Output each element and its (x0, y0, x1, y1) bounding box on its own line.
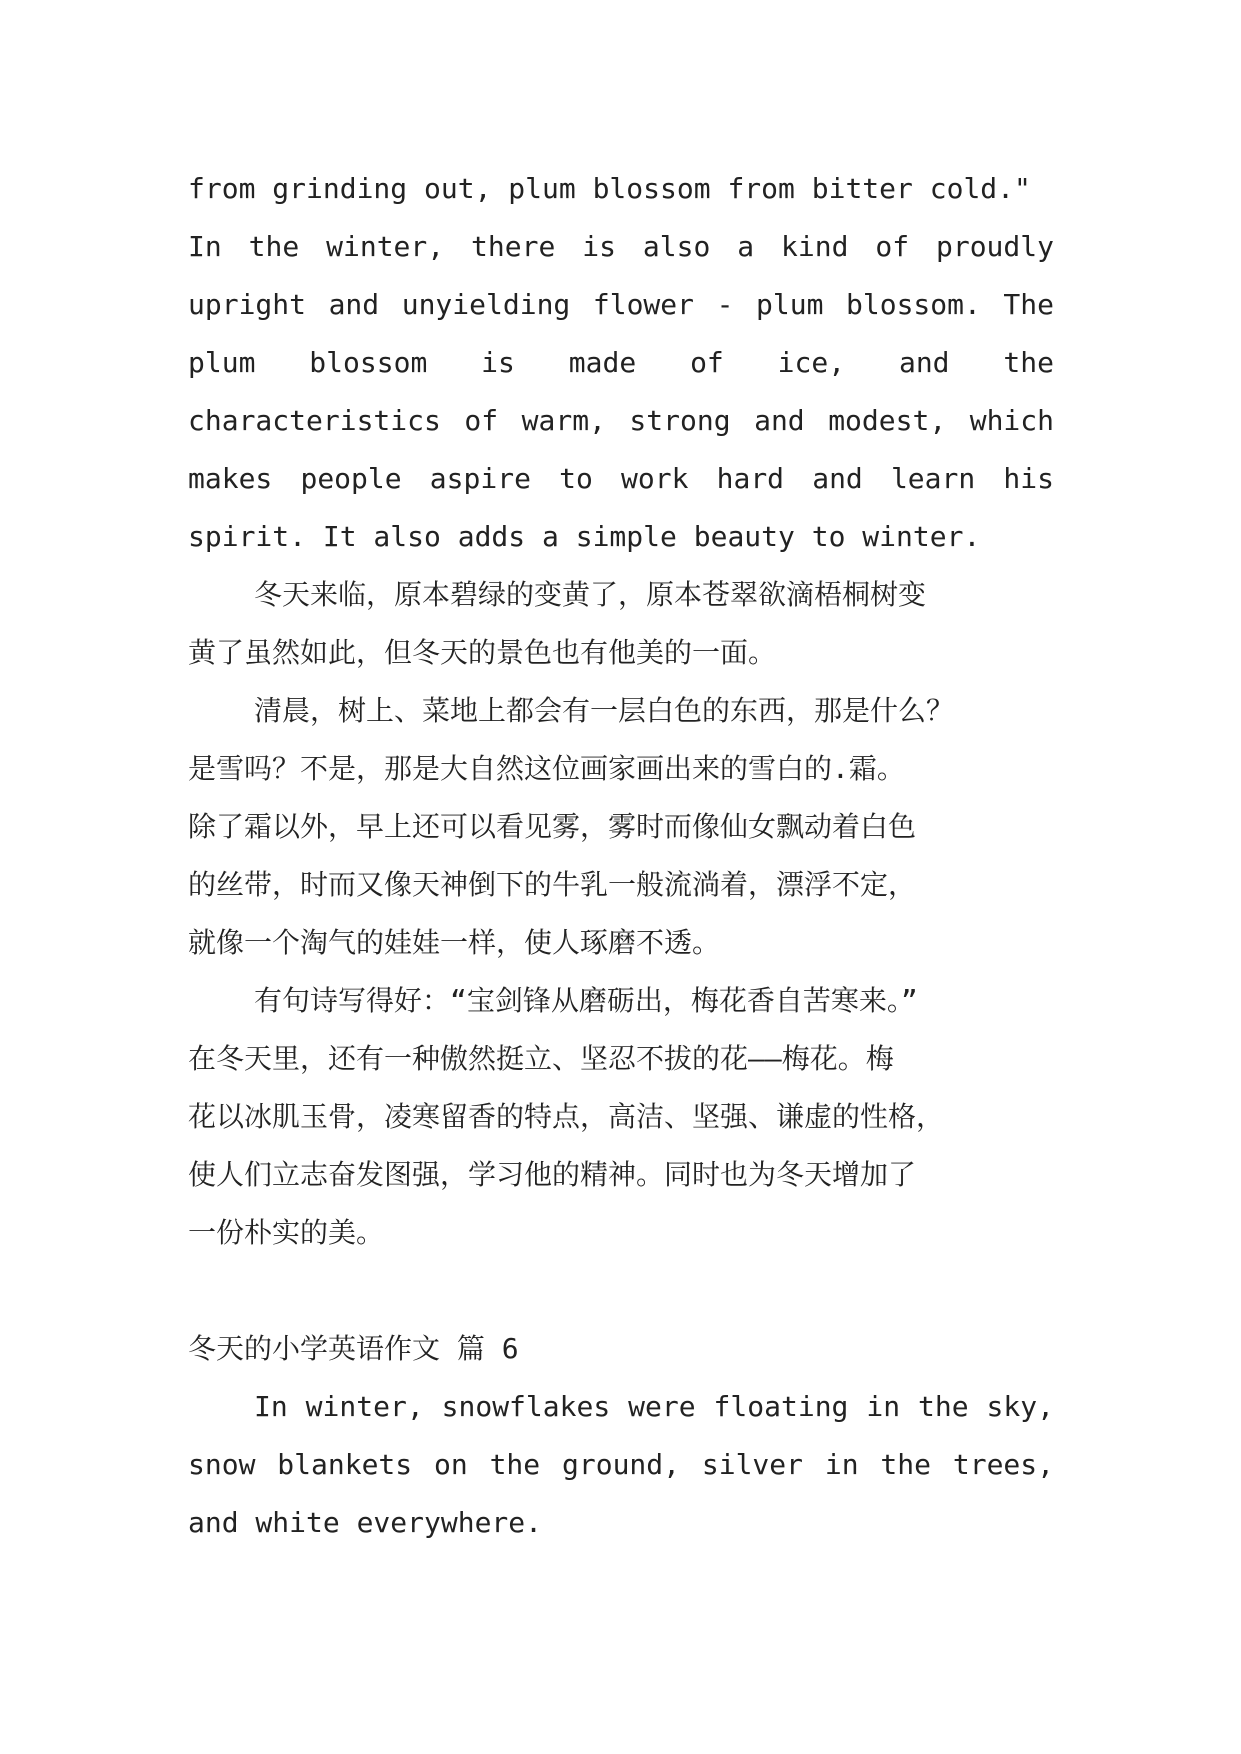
text-line: 使人们立志奋发图强，学习他的精神。同时也为冬天增加了 (188, 1158, 917, 1191)
chinese-paragraph (188, 972, 1054, 1262)
document-page (188, 160, 1054, 1552)
chinese-paragraph (188, 566, 1054, 682)
text-line: characteristics of warm, strong and modest, which (188, 404, 1054, 437)
english-paragraph-continued (188, 160, 1054, 566)
text-line: 除了霜以外，早上还可以看见雾，雾时而像仙女飘动着白色 (188, 810, 917, 843)
text-line: and white everywhere. (188, 1506, 543, 1539)
text-line: plum blossom is made of ice, and the (188, 346, 1054, 379)
text-line: In winter, snowflakes were floating in the sky, (254, 1390, 1054, 1423)
text-line: 在冬天里，还有一种傲然挺立、坚忍不拔的花——梅花。梅 (188, 1042, 894, 1075)
english-paragraph (188, 1378, 1054, 1552)
text-line: 一份朴实的美。 (188, 1216, 385, 1249)
text-line: snow blankets on the ground, silver in the trees, (188, 1448, 1054, 1481)
text-line: 是雪吗？不是，那是大自然这位画家画出来的雪白的.霜。 (188, 752, 905, 785)
text-line: 的丝带，时而又像天神倒下的牛乳一般流淌着，漂浮不定， (188, 868, 917, 901)
section-heading: 冬天的小学英语作文 篇 6 (188, 1332, 519, 1365)
text-line: 就像一个淘气的娃娃一样，使人琢磨不透。 (188, 926, 721, 959)
text-line: 花以冰肌玉骨，凌寒留香的特点，高洁、坚强、谦虚的性格， (188, 1100, 945, 1133)
text-line: In the winter, there is also a kind of proudly (188, 230, 1054, 263)
text-line: spirit. It also adds a simple beauty to winter. (188, 520, 981, 553)
chinese-paragraph (188, 682, 1054, 972)
text-line: upright and unyielding flower - plum blossom. The (188, 288, 1054, 321)
text-line: 清晨，树上、菜地上都会有一层白色的东西，那是什么？ (254, 694, 955, 727)
text-line: from grinding out, plum blossom from bitter cold." (188, 172, 1031, 205)
text-line: 冬天来临，原本碧绿的变黄了，原本苍翠欲滴梧桐树变 (254, 578, 927, 611)
paragraph-spacer (188, 1262, 1054, 1320)
text-line: 黄了虽然如此，但冬天的景色也有他美的一面。 (188, 636, 777, 669)
text-line: makes people aspire to work hard and learn his (188, 462, 1054, 495)
text-line: 有句诗写得好：“宝剑锋从磨砺出，梅花香自苦寒来。” (254, 984, 918, 1017)
